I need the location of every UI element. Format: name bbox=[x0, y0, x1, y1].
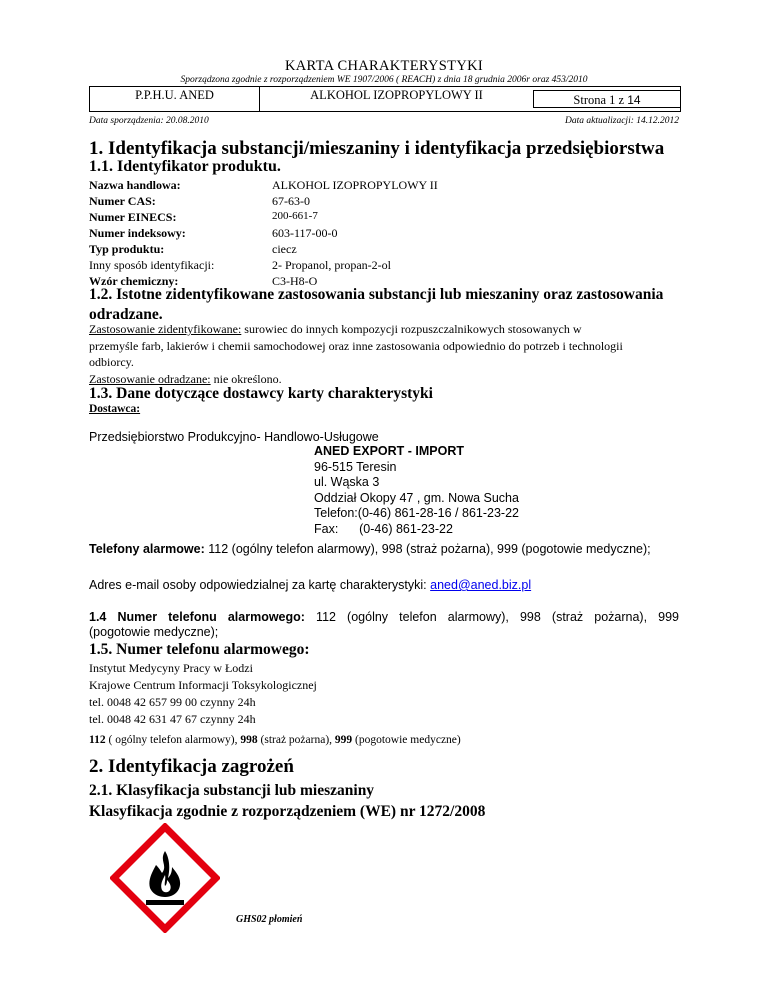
header-page-label: Strona 1 z bbox=[573, 93, 628, 107]
identifier-label: Nazwa handlowa: bbox=[89, 178, 181, 192]
supplier-intro: Przedsiębiorstwo Produkcyjno- Handlowo-Usługowe bbox=[89, 430, 379, 444]
header-page bbox=[533, 90, 681, 108]
identifier-row bbox=[89, 242, 689, 258]
document-subtitle: Sporządzona zgodnie z rozporządzeniem WE 1907/2006 ( REACH) z dnia 18 grudnia 2006r oraz 453/2010 bbox=[180, 75, 588, 85]
header-product: ALKOHOL IZOPROPYLOWY II bbox=[310, 88, 483, 102]
identifier-row bbox=[89, 258, 689, 274]
classification-heading: Klasyfikacja zgodnie z rozporządzeniem (WE) nr 1272/2008 bbox=[89, 803, 486, 820]
supplier-name: ANED EXPORT - IMPORT bbox=[314, 444, 465, 458]
header-table bbox=[89, 86, 681, 112]
toxicology-line: Krajowe Centrum Informacji Toksykologicznej bbox=[89, 678, 317, 692]
date-created: Data sporządzenia: 20.08.2010 bbox=[89, 116, 209, 126]
supplier-line: ul. Wąska 3 bbox=[314, 475, 380, 489]
section-2-1-heading: 2.1. Klasyfikacja substancji lub mieszaniny bbox=[89, 782, 375, 799]
discouraged-use-text: nie określono. bbox=[210, 371, 282, 386]
identifier-value: ALKOHOL IZOPROPYLOWY II bbox=[272, 178, 438, 192]
toxicology-line: tel. 0048 42 657 99 00 czynny 24h bbox=[89, 695, 256, 709]
identified-use-label: Zastosowanie zidentyfikowane: bbox=[89, 322, 242, 336]
section-1-5-body bbox=[89, 660, 317, 728]
emergency-label: Telefony alarmowe: bbox=[89, 542, 205, 556]
section-1-2-body bbox=[89, 321, 689, 387]
email-text: Adres e-mail osoby odpowiedzialnej za kartę charakterystyki: bbox=[89, 578, 431, 592]
supplier-line: 96-515 Teresin bbox=[314, 459, 397, 474]
emergency-number-medical: 999 bbox=[334, 734, 353, 746]
section-1-5-heading: 1.5. Numer telefonu alarmowego: bbox=[89, 641, 310, 658]
identifier-row bbox=[89, 226, 689, 242]
flame-pictogram-icon bbox=[110, 823, 220, 933]
identifier-label: Inny sposób identyfikacji: bbox=[89, 258, 215, 272]
identifier-value: 67-63-0 bbox=[272, 194, 310, 208]
header-page-total: 14 bbox=[627, 93, 641, 107]
section-1-heading: 1. Identyfikacja substancji/mieszaniny i identyfikacja przedsiębiorstwa bbox=[89, 138, 665, 159]
section-1-4 bbox=[89, 609, 679, 625]
date-updated: Data aktualizacji: 14.12.2012 bbox=[565, 116, 679, 126]
identifier-value: 200-661-7 bbox=[272, 210, 318, 222]
section-1-2-heading-line2: odradzane. bbox=[89, 306, 163, 323]
identifier-value: 603-117-00-0 bbox=[272, 226, 338, 240]
identifier-row bbox=[89, 194, 689, 210]
identifier-table bbox=[89, 178, 689, 290]
section-1-2-heading-line1: 1.2. Istotne zidentyfikowane zastosowania substancji lub mieszaniny oraz zastosowania bbox=[89, 286, 664, 303]
supplier-line: Oddział Okopy 47 , gm. Nowa Sucha bbox=[314, 490, 519, 505]
pictogram-caption: GHS02 płomień bbox=[236, 914, 303, 925]
document-title: KARTA CHARAKTERYSTYKI bbox=[284, 58, 483, 74]
emergency-number-text: (pogotowie medyczne) bbox=[352, 734, 461, 746]
email-line bbox=[89, 578, 531, 592]
emergency-text: 112 (ogólny telefon alarmowy), 998 (straż pożarna), 999 (pogotowie medyczne); bbox=[204, 542, 651, 556]
section-1-4-text: 112 (ogólny telefon alarmowy), 998 (straż pożarna), 999 bbox=[304, 610, 679, 624]
identifier-value: ciecz bbox=[272, 242, 297, 256]
identified-use-text-3: odbiorcy. bbox=[89, 355, 134, 369]
identifier-value: C3-H8-O bbox=[272, 274, 318, 288]
emergency-number-fire: 998 bbox=[240, 734, 258, 746]
section-1-4-text-2: (pogotowie medyczne); bbox=[89, 625, 219, 639]
identifier-label: Numer EINECS: bbox=[89, 210, 177, 224]
emergency-phones bbox=[89, 542, 651, 556]
supplier-address bbox=[314, 444, 519, 537]
identifier-label: Numer indeksowy: bbox=[89, 226, 186, 240]
section-1-4-label: 1.4 Numer telefonu alarmowego: bbox=[89, 610, 305, 624]
email-link[interactable]: aned@aned.biz.pl bbox=[430, 578, 532, 592]
identified-use-text-2: przemyśle farb, lakierów i chemii samochodowej oraz inne zastosowania odpowiednio do potrzeb i technologii bbox=[89, 338, 623, 353]
supplier-label: Dostawca: bbox=[89, 403, 141, 415]
identifier-label: Numer CAS: bbox=[89, 194, 156, 208]
emergency-number-general: 112 bbox=[89, 734, 106, 746]
identifier-row bbox=[89, 178, 689, 194]
discouraged-use-label: Zastosowanie odradzane: bbox=[89, 371, 211, 386]
supplier-line: Telefon:(0-46) 861-28-16 / 861-23-22 bbox=[314, 506, 519, 520]
identifier-label: Wzór chemiczny: bbox=[89, 274, 179, 288]
header-company: P.P.H.U. ANED bbox=[90, 87, 260, 111]
supplier-line: Fax: (0-46) 861-23-22 bbox=[314, 521, 453, 536]
identified-use-text: surowiec do innych kompozycji rozpuszczalnikowych stosowanych w bbox=[241, 322, 582, 336]
toxicology-line: Instytut Medycyny Pracy w Łodzi bbox=[89, 661, 253, 675]
section-1-3-heading: 1.3. Dane dotyczące dostawcy karty charakterystyki bbox=[89, 385, 433, 402]
emergency-number-text: ( ogólny telefon alarmowy), bbox=[105, 734, 241, 746]
identifier-label: Typ produktu: bbox=[89, 242, 165, 256]
emergency-number-text: (straż pożarna), bbox=[257, 734, 335, 746]
identifier-value: 2- Propanol, propan-2-ol bbox=[272, 258, 391, 272]
section-1-1-heading: 1.1. Identyfikator produktu. bbox=[89, 158, 281, 175]
section-2-heading: 2. Identyfikacja zagrożeń bbox=[89, 756, 294, 777]
section-1-2-heading bbox=[89, 286, 663, 324]
emergency-numbers-line bbox=[89, 734, 461, 746]
identifier-row bbox=[89, 210, 689, 226]
toxicology-line: tel. 0048 42 631 47 67 czynny 24h bbox=[89, 712, 256, 726]
